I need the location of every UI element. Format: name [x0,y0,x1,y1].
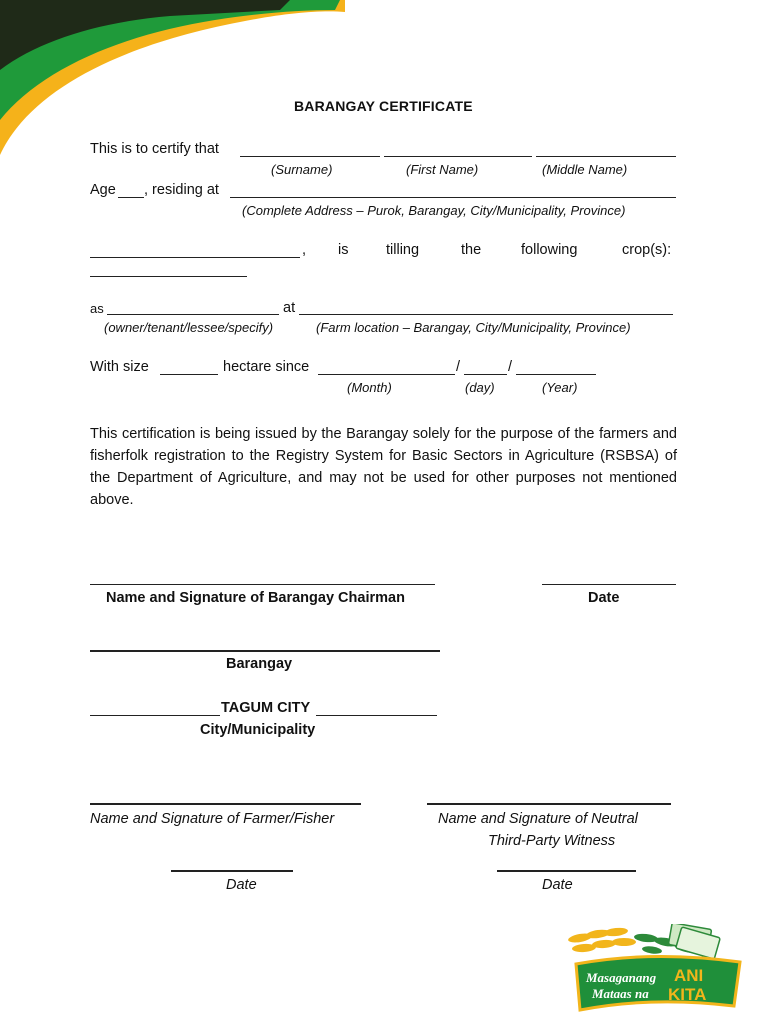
address-line[interactable] [230,197,676,198]
date-slash-1: / [456,359,461,375]
at-label: at [283,300,296,316]
witness-signature-label-line1: Name and Signature of Neutral [438,811,638,827]
logo-text-kita: KITA [668,985,707,1004]
day-hint: (day) [465,380,495,395]
tenure-line[interactable] [107,314,279,315]
tenure-hint: (owner/tenant/lessee/specify) [104,320,274,335]
crops-line[interactable] [90,276,247,277]
document-title: BARANGAY CERTIFICATE [294,98,473,114]
barangay-line[interactable] [90,650,440,652]
chairman-date-line[interactable] [542,584,676,585]
city-label: City/Municipality [200,722,316,738]
word-the: the [461,242,482,258]
logo-text-ani: ANI [674,966,704,985]
month-hint: (Month) [347,380,392,395]
year-hint: (Year) [542,380,578,395]
residing-label: , residing at [144,182,219,198]
age-label: Age [90,182,116,198]
first-name-hint: (First Name) [406,162,479,177]
month-line[interactable] [318,374,455,375]
farmer-signature-line[interactable] [90,803,361,805]
day-line[interactable] [464,374,507,375]
barangay-label: Barangay [226,656,293,672]
word-crops: crop(s): [622,242,672,258]
word-tilling: tilling [386,242,420,258]
farmer-date-label: Date [226,877,257,893]
witness-date-label: Date [542,877,573,893]
year-line[interactable] [516,374,596,375]
city-line-right [316,715,437,716]
first-name-line[interactable] [384,156,532,157]
hectare-since-label: hectare since [223,359,310,375]
surname-hint: (Surname) [271,162,333,177]
farm-location-hint: (Farm location – Barangay, City/Municipality, Province) [316,320,631,335]
corner-swoosh-decoration [0,0,345,160]
masaganang-ani-logo [562,924,748,1016]
tiller-name-line[interactable] [90,257,300,258]
farmer-date-line[interactable] [171,870,293,872]
address-hint: (Complete Address – Purok, Barangay, City/Municipality, Province) [242,203,626,218]
hectare-line[interactable] [160,374,218,375]
surname-line[interactable] [240,156,380,157]
witness-signature-label-line2: Third-Party Witness [488,833,616,849]
witness-signature-line[interactable] [427,803,671,805]
word-following: following [521,242,578,258]
farm-location-line[interactable] [299,314,673,315]
as-label: as [90,301,104,316]
middle-name-line[interactable] [536,156,676,157]
certify-lead: This is to certify that [90,141,219,157]
chairman-date-label: Date [588,590,620,606]
logo-text-line1: Masaganang [586,970,657,985]
chairman-signature-line[interactable] [90,584,435,585]
farmer-signature-label: Name and Signature of Farmer/Fisher [90,811,335,827]
chairman-signature-label: Name and Signature of Barangay Chairman [106,590,405,606]
witness-date-line[interactable] [497,870,636,872]
city-value: TAGUM CITY [221,700,311,716]
purpose-paragraph: This certification is being issued by the Barangay solely for the purpose of the farmers and fisherfolk registration to the Registry System for Basic Sectors in Agriculture (RSBSA) of the Department of Agriculture, and may not be used for other purposes not mentioned above. [90,426,677,508]
word-is: is [338,242,349,258]
with-size-label: With size [90,359,149,375]
age-line[interactable] [118,197,144,198]
logo-text-line2: Mataas na [592,986,649,1001]
city-line-left [90,715,220,716]
middle-name-hint: (Middle Name) [542,162,628,177]
date-slash-2: / [508,359,513,375]
comma-separator: , [302,242,307,258]
